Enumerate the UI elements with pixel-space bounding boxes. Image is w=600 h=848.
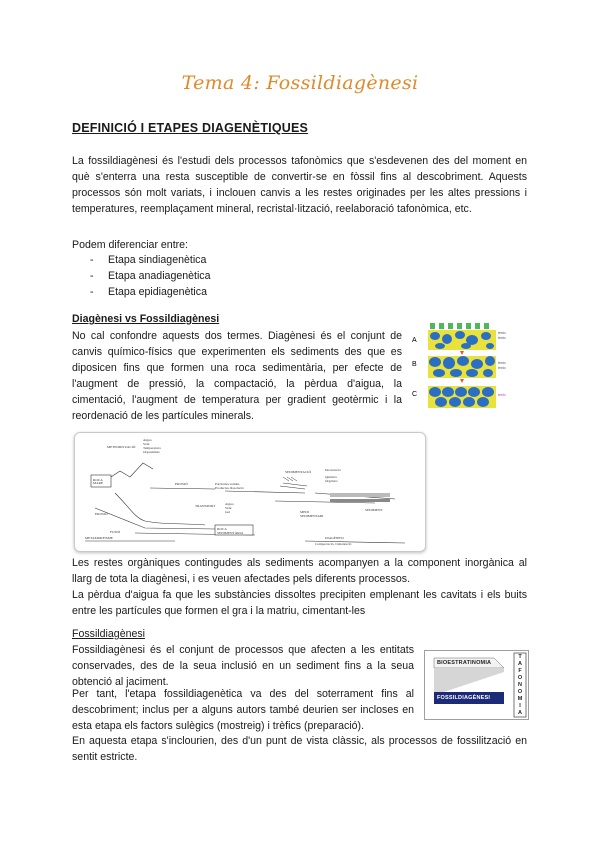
panel-label-c: C [412, 391, 418, 398]
water-paragraph: La pèrdua d'aigua fa que les substàncies dissoltes precipiten emplenant les cavitats i els buits entre les partícules que formen el gra i la matriu, cimentant-les [72, 589, 527, 617]
svg-text:Aigua: Aigua [225, 502, 234, 506]
letter: M [517, 696, 523, 702]
panel-label-b: B [412, 361, 417, 368]
svg-text:texto: texto [498, 393, 506, 397]
svg-text:SEDIMENT: SEDIMENT [365, 508, 383, 512]
svg-text:SEDIMENTARI: SEDIMENTARI [300, 514, 324, 518]
diagenesis-diagram [74, 432, 426, 552]
svg-text:MEDI: MEDI [300, 510, 309, 514]
svg-text:texto: texto [498, 331, 506, 335]
bioestratinomia-label: BIOESTRATINOMIA [437, 660, 492, 666]
fossil-paragraph-2: Per tant, l'etapa fossildiagenètica va des del soterrament fins al descobriment; inclus per a alguns autors també deurien ser incloses en esta etapa els factors sulègics (mostreig) i trèfics (preparació). [72, 688, 414, 732]
panel-label-a: A [412, 337, 417, 344]
svg-text:Vent: Vent [225, 506, 232, 510]
panel-a [412, 323, 506, 350]
svg-text:Aigua: Aigua [143, 438, 152, 442]
stages-list [90, 252, 211, 300]
page-title: Tema 4: Fossildiagènesi [181, 72, 419, 94]
svg-text:Compactació, Cimentació: Compactació, Cimentació [315, 542, 352, 546]
fossil-heading: Fossildiagènesi [72, 628, 146, 640]
svg-text:Gel: Gel [225, 510, 231, 514]
organic-paragraph: Les restes orgàniques contingudes als sediments acompanyen a la component inorgànica al llarg de tota la diagènesi, i es veuen afectades pels diferents processos. [72, 557, 527, 585]
diagenesis-heading: Diagènesi vs Fossildiagènesi [72, 313, 220, 325]
taphonomy-diagram [424, 650, 529, 720]
svg-text:Vent: Vent [143, 442, 150, 446]
letter: A [518, 661, 522, 667]
compaction-figure [412, 318, 522, 418]
svg-text:Decantació: Decantació [325, 468, 341, 472]
svg-text:texto: texto [498, 336, 506, 340]
list-item: - Etapa sindiagenètica [90, 252, 211, 268]
svg-text:EROSIÓ: EROSIÓ [175, 482, 188, 486]
svg-text:TRANSPORT: TRANSPORT [195, 504, 216, 508]
list-item: - Etapa epidiagenètica [90, 284, 211, 300]
letter: I [519, 703, 521, 709]
svg-text:Temperatura: Temperatura [143, 446, 161, 450]
letter: N [518, 682, 522, 688]
svg-text:Organismes: Organismes [143, 450, 160, 454]
fossil-paragraph-3: En aquesta etapa s'inclourien, des d'un punt de vista clàssic, als processos de fossilització en sentit estricte. [72, 735, 527, 763]
letter: O [517, 689, 523, 695]
svg-text:texto: texto [498, 366, 506, 370]
svg-text:MARE: MARE [93, 481, 104, 485]
list-item: - Etapa anadiagenètica [90, 268, 211, 284]
svg-text:Partícules sòlides: Partícules sòlides [215, 482, 240, 486]
panel-c [412, 386, 506, 408]
letter: A [518, 710, 522, 716]
fossildiagenesi-label: FOSSILDIAGÈNESI [437, 695, 491, 701]
letter: T [518, 654, 522, 660]
tafonomia-vertical-label [514, 654, 526, 717]
svg-text:ROCA: ROCA [93, 478, 103, 482]
svg-text:Productes dissolució: Productes dissolució [215, 486, 244, 490]
svg-text:texto: texto [498, 361, 506, 365]
letter: F [518, 668, 522, 674]
diagenesis-paragraph: No cal confondre aquests dos termes. Diagènesi és el conjunt de canvis químico-físics que experimenten els sediments des que es diposicen fins que formen una roca sedimentària, per efecte de l'augment de pressió, la compactació, la pèrdua d'aigua, la cimentació, l'augment de temperatura per gradient geotèrmic i la reordenació de les partícules minerals. [72, 330, 402, 422]
fossil-paragraph-1: Fossildiagènesi és el conjunt de processos que afecten a les entitats conservades, des de la seua inclusió en un sediment fins a la seua obtenció al jaciment. [72, 644, 414, 688]
svg-text:METAMORFISME: METAMORFISME [85, 536, 113, 540]
letter: O [517, 675, 523, 681]
panel-b [412, 356, 506, 378]
svg-text:SEDIMENTACIÓ: SEDIMENTACIÓ [285, 470, 311, 474]
svg-text:Orgànics: Orgànics [325, 479, 338, 483]
svg-text:EROSIÓ: EROSIÓ [95, 512, 108, 516]
intro-paragraph: La fossildiagènesi és l'estudi dels processos tafonòmics que s'esdevenen des del moment en què s'enterra una resta susceptible de convertir-se en fòssil fins al descobriment. Aquests processos són molt variats, i inclouen canvis a les restes originades per les altes pressions i temperatures, reemplaçament mineral, recristal·lització, reelaboració tafonòmica, etc. [72, 155, 527, 215]
svg-text:Químics: Químics [325, 475, 337, 479]
svg-text:METEORITZACIÓ: METEORITZACIÓ [107, 445, 136, 449]
svg-text:FUSIÓ: FUSIÓ [110, 530, 121, 534]
svg-text:ROCA: ROCA [217, 527, 227, 531]
svg-text:DIAGÈNESI: DIAGÈNESI [325, 536, 344, 540]
section-heading: DEFINICIÓ I ETAPES DIAGENÈTIQUES [72, 121, 309, 135]
differentiate-intro: Podem diferenciar entre: [72, 239, 189, 251]
svg-text:SEDIMENTÀRIA: SEDIMENTÀRIA [217, 531, 244, 535]
